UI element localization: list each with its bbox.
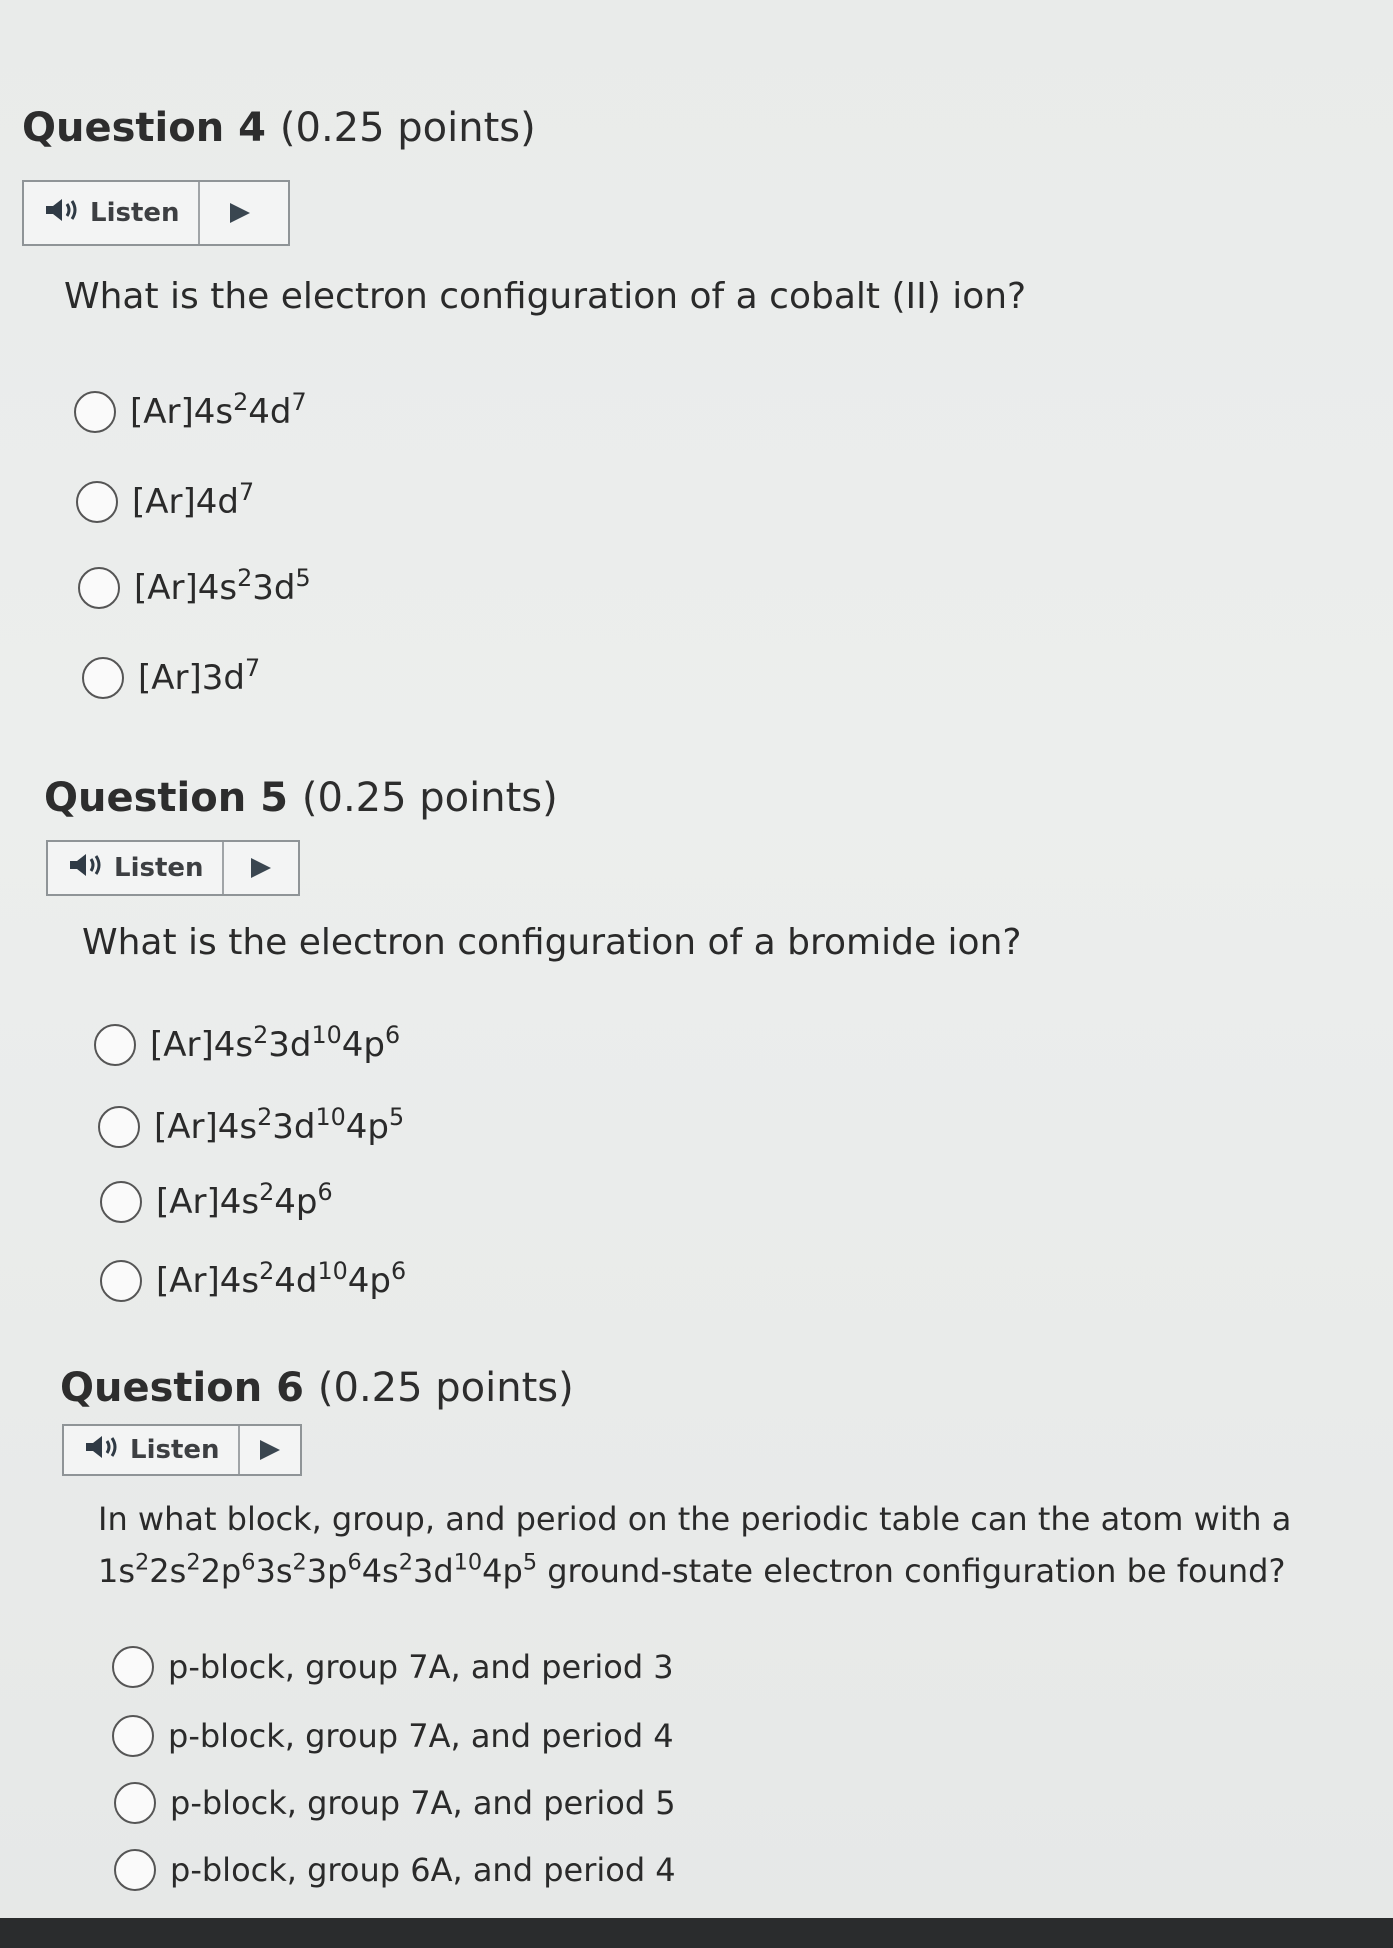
question-points: (0.25 points): [301, 775, 558, 821]
radio-button[interactable]: [112, 1646, 154, 1688]
question-5: [44, 775, 558, 821]
question-6-option-2[interactable]: [112, 1715, 674, 1757]
superscript: 2: [257, 1102, 273, 1131]
question-4-option-2[interactable]: [76, 477, 255, 523]
question-6-option-1[interactable]: [112, 1646, 674, 1688]
question-5-option-3[interactable]: [100, 1177, 333, 1223]
superscript: 6: [317, 1177, 333, 1206]
question-6-listen-button[interactable]: [62, 1424, 302, 1476]
option-label: p-block, group 7A, and period 3: [168, 1648, 674, 1686]
question-title-text: Question 6: [60, 1365, 304, 1411]
option-label: p-block, group 7A, and period 5: [170, 1784, 676, 1822]
superscript: 5: [388, 1102, 405, 1131]
option-label: $[Ar]4s^24p^6$: [156, 1177, 333, 1222]
superscript: 7: [244, 653, 261, 682]
question-title-text: Question 5: [44, 775, 288, 821]
option-label: $[Ar]4s^24d^7$: [130, 387, 307, 432]
question-4-prompt: What is the electron configuration of a cobalt (II) ion?: [64, 276, 1027, 317]
option-label: $[Ar]4s^23d^5$: [134, 563, 311, 608]
option-label: $[Ar]3d^7$: [138, 653, 261, 698]
radio-button[interactable]: [74, 391, 116, 433]
superscript: 6: [390, 1256, 407, 1285]
option-label: $[Ar]4s^23d^{10}4p^5$: [154, 1102, 405, 1147]
question-4-option-4[interactable]: [82, 653, 261, 699]
listen-main[interactable]: [64, 1426, 240, 1474]
superscript: 6: [347, 1549, 362, 1576]
question-5-option-2[interactable]: [98, 1102, 405, 1148]
option-label: $[Ar]4s^24d^{10}4p^6$: [156, 1256, 407, 1301]
radio-button[interactable]: [114, 1849, 156, 1891]
question-4-option-1[interactable]: [74, 387, 307, 433]
listen-main[interactable]: [48, 842, 224, 894]
radio-button[interactable]: [94, 1024, 136, 1066]
speaker-icon: [44, 197, 80, 230]
radio-button[interactable]: [100, 1181, 142, 1223]
question-5-listen-button[interactable]: [46, 840, 300, 896]
radio-button[interactable]: [76, 481, 118, 523]
radio-button[interactable]: [112, 1715, 154, 1757]
question-title-text: Question 4: [22, 105, 266, 151]
question-points: (0.25 points): [317, 1365, 574, 1411]
superscript: 7: [238, 477, 255, 506]
question-6-option-4[interactable]: [114, 1849, 676, 1891]
superscript: 6: [384, 1020, 401, 1049]
listen-label: Listen: [130, 1435, 220, 1465]
option-label: p-block, group 7A, and period 4: [168, 1717, 674, 1755]
prompt-line-2: $1s^22s^22p^63s^23p^64s^23d^{10}4p^5$ ground-state electron configuration be found?: [98, 1549, 1286, 1590]
question-points: (0.25 points): [279, 105, 536, 151]
listen-main[interactable]: [24, 182, 200, 244]
question-6: [60, 1365, 574, 1411]
question-5-option-1[interactable]: [94, 1020, 401, 1066]
question-6-title: [60, 1365, 574, 1411]
question-5-option-4[interactable]: [100, 1256, 407, 1302]
option-label: $[Ar]4d^7$: [132, 477, 255, 522]
question-4: [22, 105, 536, 151]
question-6-prompt: [98, 1500, 1291, 1590]
superscript: 2: [135, 1549, 150, 1576]
question-6-option-3[interactable]: [114, 1782, 676, 1824]
option-label: $[Ar]4s^23d^{10}4p^6$: [150, 1020, 401, 1065]
superscript: 2: [186, 1549, 201, 1576]
question-4-title: [22, 105, 536, 151]
superscript: 5: [522, 1549, 538, 1576]
play-icon: [258, 1439, 282, 1461]
radio-button[interactable]: [98, 1106, 140, 1148]
question-4-listen-button[interactable]: [22, 180, 290, 246]
superscript: 5: [295, 563, 311, 592]
superscript: 2: [253, 1020, 269, 1049]
play-icon: [228, 202, 252, 224]
superscript: 6: [241, 1549, 256, 1576]
superscript: 10: [317, 1256, 348, 1285]
radio-button[interactable]: [78, 567, 120, 609]
radio-button[interactable]: [114, 1782, 156, 1824]
superscript: 2: [259, 1177, 275, 1206]
superscript: 2: [233, 387, 249, 416]
play-button[interactable]: [200, 182, 280, 244]
speaker-icon: [84, 1434, 120, 1467]
superscript: 2: [398, 1549, 413, 1576]
play-button[interactable]: [224, 842, 298, 894]
play-icon: [249, 857, 273, 879]
listen-label: Listen: [90, 198, 180, 228]
speaker-icon: [68, 852, 104, 885]
superscript: 10: [453, 1549, 483, 1576]
option-label: p-block, group 6A, and period 4: [170, 1851, 676, 1889]
play-button[interactable]: [240, 1426, 300, 1474]
question-4-option-3[interactable]: [78, 563, 311, 609]
superscript: 2: [292, 1549, 307, 1576]
superscript: 7: [291, 387, 307, 416]
superscript: 2: [237, 563, 253, 592]
question-5-title: [44, 775, 558, 821]
screen-bottom-edge: [0, 1918, 1393, 1948]
radio-button[interactable]: [82, 657, 124, 699]
prompt-line-1: In what block, group, and period on the periodic table can the atom with a: [98, 1500, 1292, 1538]
radio-button[interactable]: [100, 1260, 142, 1302]
superscript: 2: [259, 1256, 275, 1285]
question-5-prompt: What is the electron configuration of a bromide ion?: [82, 922, 1022, 963]
superscript: 10: [311, 1020, 342, 1049]
superscript: 10: [315, 1102, 346, 1131]
listen-label: Listen: [114, 853, 204, 883]
